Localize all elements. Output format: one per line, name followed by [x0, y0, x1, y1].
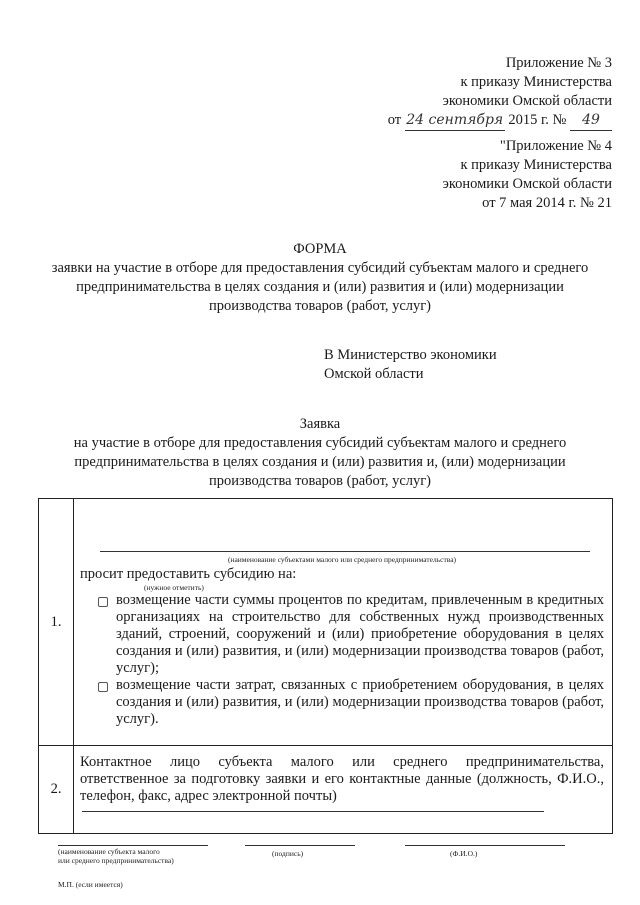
- subsidy-request-text: просит предоставить субсидию на:: [80, 565, 297, 582]
- form-title-line-2: предпринимательства в целях создания и (или) развития и (или) модернизации: [76, 279, 564, 295]
- row-number: 2.: [39, 746, 74, 834]
- form-heading: ФОРМА: [293, 241, 347, 257]
- addressee-line-1: В Министерство экономики: [324, 347, 497, 363]
- seal-note: М.П. (если имеется): [58, 880, 123, 889]
- application-title-line-2: предпринимательства в целях создания и (или) развития и, (или) модернизации: [74, 454, 566, 470]
- application-heading: Заявка: [299, 416, 341, 432]
- option-2-checkbox[interactable]: [98, 682, 108, 692]
- appendix-3-title: Приложение № 3: [505, 55, 612, 71]
- full-name-caption: (Ф.И.О.): [450, 849, 478, 858]
- date-handwritten: 24 сентября: [405, 111, 505, 131]
- appendix-4-header: [443, 137, 612, 213]
- date-suffix: 2015 г. №: [508, 112, 567, 128]
- entity-name-field[interactable]: [100, 551, 590, 552]
- entity-signature-caption: (наименование субъекта малого или среднего предпринимательства): [58, 847, 174, 865]
- option-2-text: возмещение части затрат, связанных с приобретением оборудования, в целях создания и (или) развития, и (или) модернизации производства товаров (работ, услуг).: [116, 676, 604, 727]
- appendix-3-ministry: экономики Омской области: [442, 93, 612, 109]
- application-table: [38, 498, 613, 834]
- appendix-3-header: [388, 54, 612, 131]
- appendix-4-order: к приказу Министерства: [460, 157, 612, 173]
- form-title-block: [30, 240, 610, 316]
- signature-line[interactable]: [245, 845, 355, 846]
- appendix-4-date: от 7 мая 2014 г. № 21: [482, 195, 612, 211]
- row-number: 1.: [39, 499, 74, 746]
- appendix-4-title: "Приложение № 4: [499, 138, 612, 154]
- subsidy-option-1: [80, 592, 604, 677]
- form-title-line-1: заявки на участие в отборе для предоставления субсидий субъектам малого и среднего: [51, 260, 589, 276]
- addressee-block: [324, 346, 497, 384]
- table-row: [39, 499, 613, 746]
- signature-caption: (подпись): [272, 849, 304, 858]
- addressee-line-2: Омской области: [324, 366, 424, 382]
- order-number-handwritten: 49: [570, 111, 612, 131]
- application-title-line-1: на участие в отборе для предоставления субсидий субъектам малого и среднего: [73, 435, 567, 451]
- mark-caption: (нужное отметить): [144, 582, 204, 592]
- option-1-checkbox[interactable]: [98, 597, 108, 607]
- full-name-line[interactable]: [405, 845, 565, 846]
- appendix-3-order: к приказу Министерства: [460, 74, 612, 90]
- option-1-text: возмещение части суммы процентов по кредитам, привлеченным в кредитных организациях на строительство для собственных нужд производственных зданий, строений, сооружений и (или) приобретение оборудования в целях создания и (или) развития, и (или) модернизации производства товаров (работ, услуг);: [116, 591, 604, 676]
- table-row: [39, 746, 613, 834]
- appendix-4-ministry: экономики Омской области: [442, 176, 612, 192]
- date-prefix: от: [387, 112, 402, 128]
- entity-name-caption: (наименование субъектами малого или среднего предпринимательства): [227, 554, 457, 564]
- appendix-3-date-line: [388, 111, 612, 131]
- form-title-line-3: производства товаров (работ, услуг): [208, 298, 432, 314]
- contact-person-text: Контактное лицо субъекта малого или среднего предпринимательства, ответственное за подготовку заявки и его контактные данные (должность, Ф.И.О., телефон, факс, адрес электронной почты): [80, 754, 604, 804]
- application-title-line-3: производства товаров (работ, услуг): [208, 473, 432, 489]
- contact-person-field[interactable]: [82, 811, 544, 812]
- subsidy-option-2: [80, 677, 604, 728]
- application-title-block: [30, 415, 610, 491]
- entity-signature-line[interactable]: [58, 845, 208, 846]
